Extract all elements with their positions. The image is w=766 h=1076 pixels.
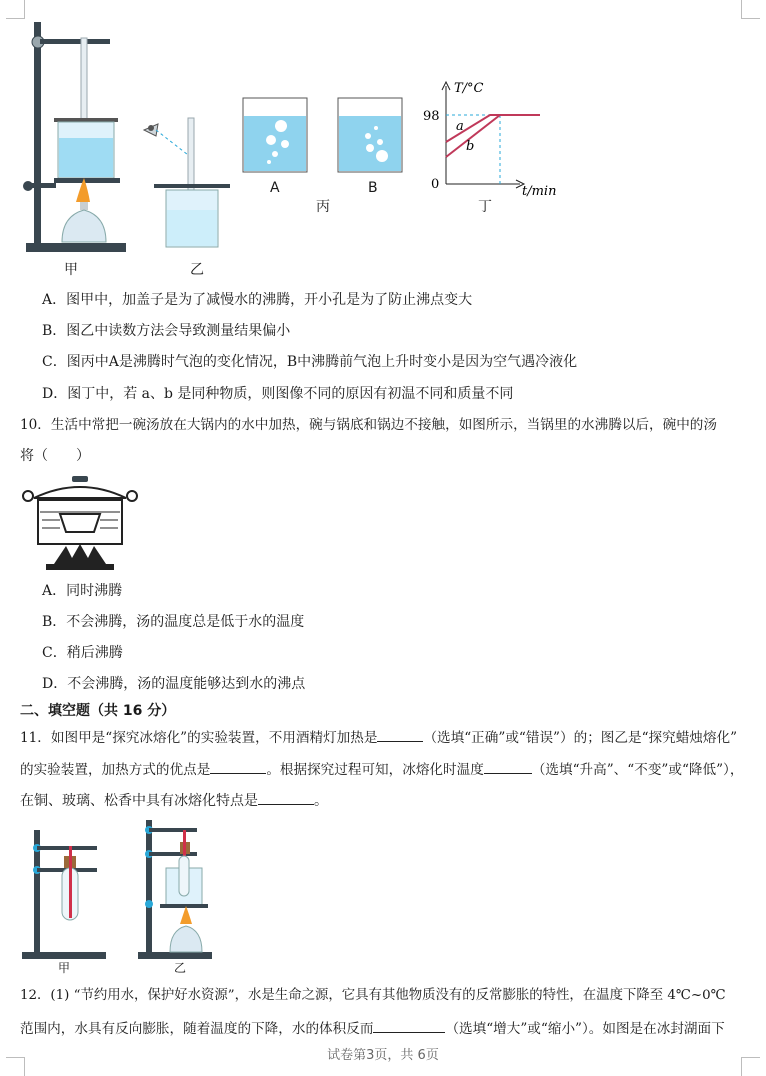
answer-blank — [258, 790, 314, 805]
figure-label-bing: 丙 — [316, 199, 330, 215]
answer-blank — [373, 1018, 445, 1033]
q12-stem-line2 — [20, 1018, 725, 1039]
figure-wax-melting-apparatus — [136, 816, 216, 961]
q9-option-b: B．图乙中读数方法会导致测量结果偏小 — [42, 323, 291, 339]
q9-option-a: A．图甲中，加盖子是为了减慢水的沸腾，开小孔是为了防止沸点变大 — [42, 292, 473, 308]
pot-with-bowl-figure — [20, 474, 140, 576]
q11-text: 。根据探究过程可知，冰熔化时温度 — [266, 762, 484, 778]
answer-blank — [377, 727, 423, 742]
q11-text: 的实验装置，加热方式的优点是 — [20, 762, 211, 778]
q10-option-d: D．不会沸腾，汤的温度能够达到水的沸点 — [42, 676, 306, 692]
figure-yi-thermometer-reading — [140, 110, 240, 250]
q12-text: （选填“增大”或“缩小”）。如图是在冰封湖面下 — [445, 1021, 725, 1037]
q12-text: 范围内，水具有反向膨胀，随着温度的下降，水的体积反而 — [20, 1021, 374, 1037]
figure-label-jia: 甲 — [64, 262, 78, 278]
corner-mark — [741, 0, 760, 19]
q10-stem-line1: 10．生活中常把一碗汤放在大锅内的水中加热，碗与锅底和锅边不接触，如图所示，当锅里的水沸腾以后，碗中的汤 — [20, 417, 717, 433]
beaker-a — [241, 96, 311, 176]
figure-label-ding: 丁 — [478, 199, 492, 215]
q10-option-b: B．不会沸腾，汤的温度总是低于水的温度 — [42, 614, 305, 630]
figure-ice-melting-apparatus — [20, 826, 110, 961]
figure-jia-boiling-apparatus — [18, 18, 128, 258]
corner-mark — [6, 0, 25, 19]
q11-stem-line3 — [20, 790, 328, 811]
beaker-label-b: B — [368, 180, 378, 196]
q11-text: 11．如图甲是“探究冰熔化”的实验装置，不用酒精灯加热是 — [20, 730, 378, 746]
graph-y-axis-label: T/°C — [454, 81, 484, 96]
beaker-label-a: A — [270, 180, 280, 196]
q10-stem-line2: 将（ ） — [20, 448, 90, 464]
graph-y-tick: 98 — [423, 109, 440, 124]
graph-x-axis-label: t/min — [522, 184, 557, 199]
answer-blank — [210, 759, 266, 774]
section-heading: 二、填空题（共 16 分） — [20, 703, 176, 719]
q11-stem-line2 — [20, 759, 743, 780]
graph-origin: 0 — [431, 177, 440, 192]
q11-text: （选填“正确”或“错误”）的；图乙是“探究蜡烛熔化” — [423, 730, 738, 746]
figure-label-yi: 乙 — [190, 262, 204, 278]
q11-text: 在铜、玻璃、松香中具有冰熔化特点是 — [20, 793, 258, 809]
page-footer: 试卷第3页，共 6页 — [327, 1048, 439, 1063]
figure-label-yi-2: 乙 — [174, 961, 187, 975]
beaker-b — [336, 96, 406, 176]
q11-stem-line1 — [20, 727, 737, 748]
graph-curve-a-label: a — [456, 119, 464, 134]
graph-curve-b-label: b — [466, 139, 475, 154]
q10-option-a: A．同时沸腾 — [42, 583, 123, 599]
q9-option-d: D．图丁中，若 a、b 是同种物质，则图像不同的原因有初温不同和质量不同 — [42, 386, 514, 402]
q9-option-c: C．图丙中A是沸腾时气泡的变化情况，B中沸腾前气泡上升时变小是因为空气遇冷液化 — [42, 354, 578, 370]
q12-stem-line1: 12．(1) “节约用水，保护好水资源”，水是生命之源，它具有其他物质没有的反常膨胀的特性，在温度下降至 4℃~0℃ — [20, 988, 726, 1003]
q10-option-c: C．稍后沸腾 — [42, 645, 123, 661]
figure-label-jia-2: 甲 — [58, 961, 71, 975]
figure-ding-temperature-graph — [420, 80, 570, 199]
answer-blank — [484, 759, 532, 774]
q11-text: 。 — [314, 793, 328, 809]
q11-text: （选填“升高”、“不变”或“降低”）， — [531, 762, 744, 778]
